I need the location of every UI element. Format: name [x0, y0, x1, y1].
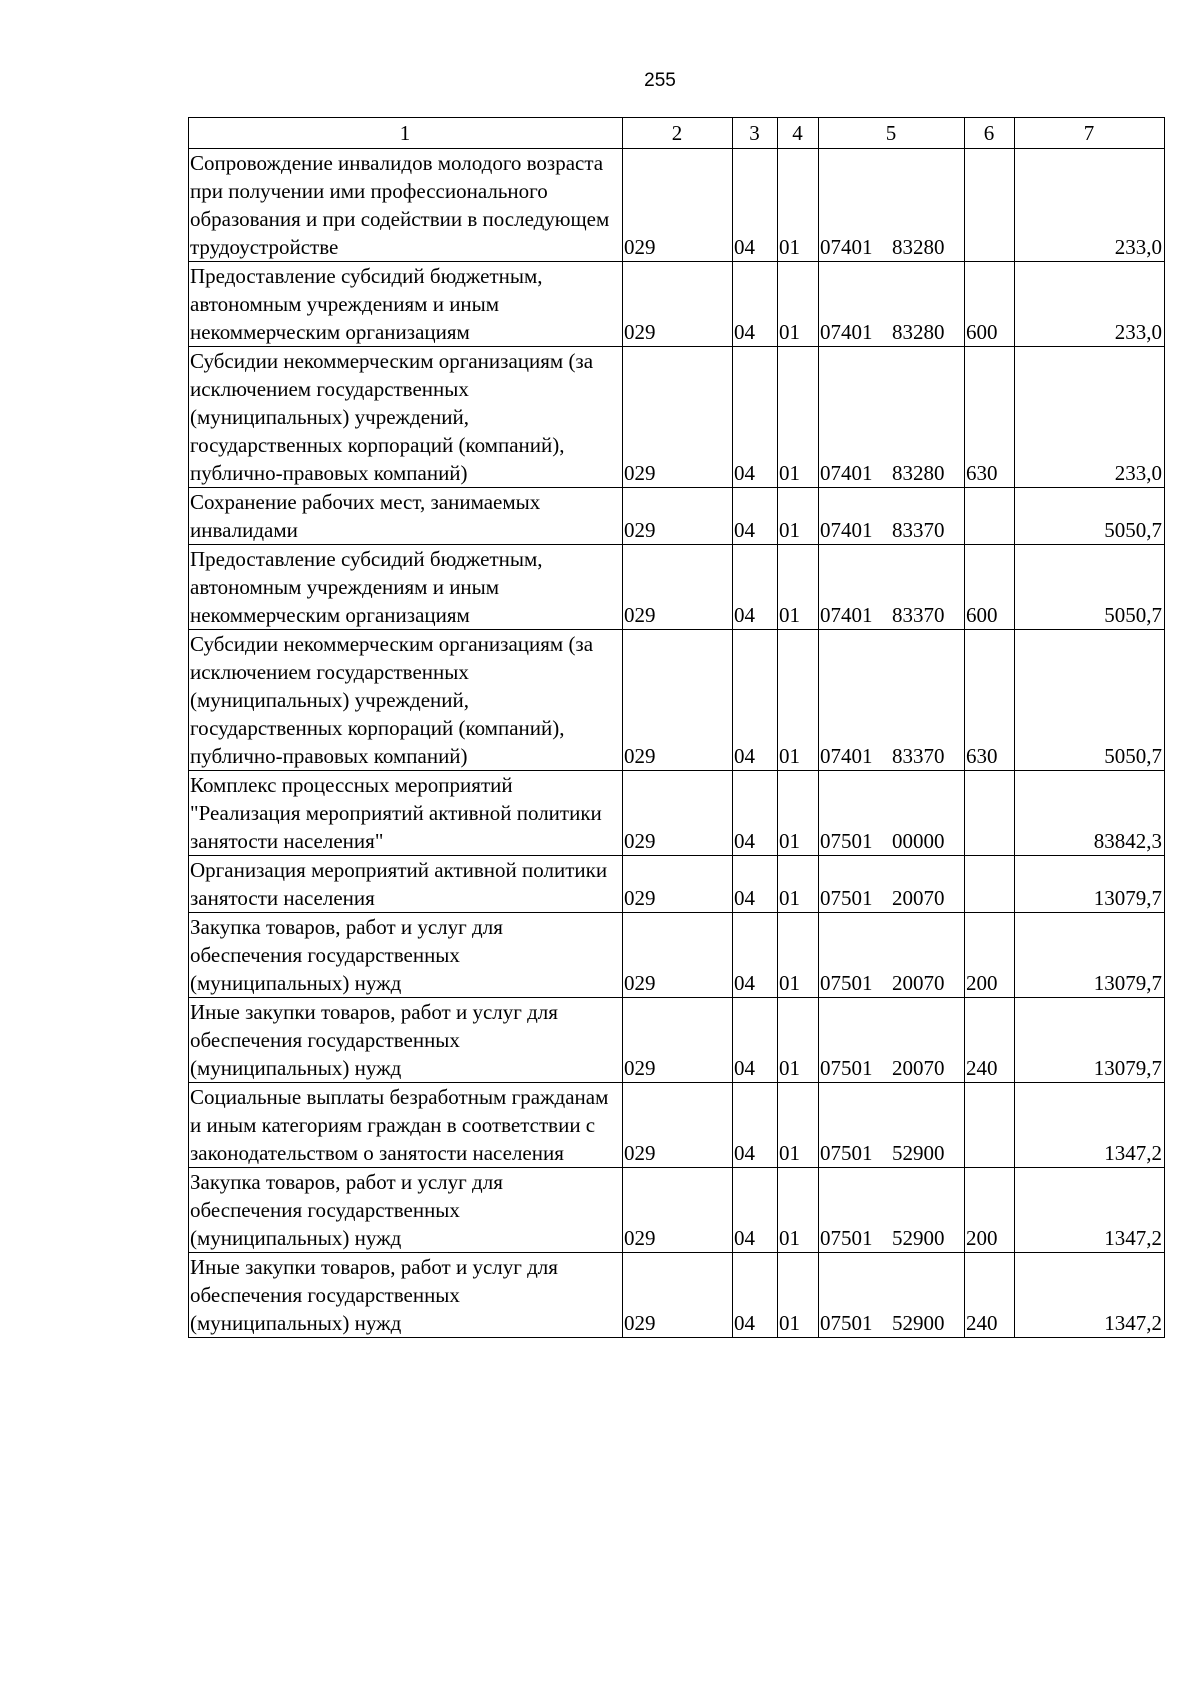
- program-code: 07401: [820, 320, 873, 344]
- admin-code-cell: 029: [623, 630, 733, 771]
- expense-type-cell: [965, 771, 1015, 856]
- direction-code: 52900: [892, 1226, 945, 1250]
- subsection-cell: 01: [778, 545, 819, 630]
- admin-code-cell: 029: [623, 1083, 733, 1168]
- section-cell: 04: [733, 771, 778, 856]
- admin-code-cell: 029: [623, 149, 733, 262]
- table-row: [189, 488, 1165, 545]
- row-name-cell: Сохранение рабочих мест, занимаемых инвалидами: [189, 488, 623, 545]
- column-header: 5: [819, 118, 965, 149]
- target-article-cell: [819, 545, 965, 630]
- target-article-cell: [819, 149, 965, 262]
- expense-type-cell: 600: [965, 545, 1015, 630]
- header-row: [189, 118, 1165, 149]
- row-name-cell: Субсидии некоммерческим организациям (за исключением государственных (муниципальных) учреждений, государственных корпораций (компаний), публично-правовых компаний): [189, 630, 623, 771]
- section-cell: 04: [733, 545, 778, 630]
- amount-cell: 13079,7: [1015, 856, 1165, 913]
- program-code: 07401: [820, 744, 873, 768]
- subsection-cell: 01: [778, 1253, 819, 1338]
- admin-code-cell: 029: [623, 347, 733, 488]
- expense-type-cell: [965, 488, 1015, 545]
- direction-code: 83370: [892, 518, 945, 542]
- program-code: 07501: [820, 1141, 873, 1165]
- table-row: [189, 771, 1165, 856]
- column-header: 1: [189, 118, 623, 149]
- table-body: [189, 149, 1165, 1338]
- row-name-cell: Социальные выплаты безработным гражданам и иным категориям граждан в соответствии с законодательством о занятости населения: [189, 1083, 623, 1168]
- amount-cell: 233,0: [1015, 149, 1165, 262]
- table-row: [189, 856, 1165, 913]
- target-article-cell: [819, 630, 965, 771]
- amount-cell: 233,0: [1015, 347, 1165, 488]
- admin-code-cell: 029: [623, 545, 733, 630]
- row-name-cell: Организация мероприятий активной политики занятости населения: [189, 856, 623, 913]
- row-name-cell: Предоставление субсидий бюджетным, автономным учреждениям и иным некоммерческим организациям: [189, 545, 623, 630]
- admin-code-cell: 029: [623, 771, 733, 856]
- admin-code-cell: 029: [623, 913, 733, 998]
- section-cell: 04: [733, 630, 778, 771]
- program-code: 07501: [820, 1226, 873, 1250]
- target-article-cell: [819, 488, 965, 545]
- section-cell: 04: [733, 149, 778, 262]
- budget-table: [188, 117, 1165, 1338]
- program-code: 07501: [820, 829, 873, 853]
- section-cell: 04: [733, 1253, 778, 1338]
- section-cell: 04: [733, 1083, 778, 1168]
- subsection-cell: 01: [778, 149, 819, 262]
- column-header: 7: [1015, 118, 1165, 149]
- expense-type-cell: 630: [965, 347, 1015, 488]
- section-cell: 04: [733, 262, 778, 347]
- subsection-cell: 01: [778, 488, 819, 545]
- amount-cell: 13079,7: [1015, 913, 1165, 998]
- direction-code: 83370: [892, 603, 945, 627]
- direction-code: 83280: [892, 320, 945, 344]
- subsection-cell: 01: [778, 856, 819, 913]
- target-article-cell: [819, 913, 965, 998]
- table-row: [189, 1253, 1165, 1338]
- amount-cell: 5050,7: [1015, 630, 1165, 771]
- expense-type-cell: [965, 856, 1015, 913]
- row-name-cell: Предоставление субсидий бюджетным, автономным учреждениям и иным некоммерческим организациям: [189, 262, 623, 347]
- table-row: [189, 630, 1165, 771]
- row-name-cell: Закупка товаров, работ и услуг для обеспечения государственных (муниципальных) нужд: [189, 913, 623, 998]
- expense-type-cell: 240: [965, 1253, 1015, 1338]
- row-name-cell: Закупка товаров, работ и услуг для обеспечения государственных (муниципальных) нужд: [189, 1168, 623, 1253]
- direction-code: 20070: [892, 886, 945, 910]
- program-code: 07401: [820, 518, 873, 542]
- column-header: 6: [965, 118, 1015, 149]
- direction-code: 83280: [892, 461, 945, 485]
- target-article-cell: [819, 1168, 965, 1253]
- expense-type-cell: 200: [965, 913, 1015, 998]
- admin-code-cell: 029: [623, 856, 733, 913]
- row-name-cell: Иные закупки товаров, работ и услуг для обеспечения государственных (муниципальных) нужд: [189, 998, 623, 1083]
- amount-cell: 83842,3: [1015, 771, 1165, 856]
- direction-code: 52900: [892, 1141, 945, 1165]
- target-article-cell: [819, 771, 965, 856]
- admin-code-cell: 029: [623, 1168, 733, 1253]
- row-name-cell: Иные закупки товаров, работ и услуг для обеспечения государственных (муниципальных) нужд: [189, 1253, 623, 1338]
- target-article-cell: [819, 262, 965, 347]
- program-code: 07401: [820, 461, 873, 485]
- table-row: [189, 998, 1165, 1083]
- expense-type-cell: [965, 149, 1015, 262]
- program-code: 07501: [820, 1311, 873, 1335]
- admin-code-cell: 029: [623, 262, 733, 347]
- direction-code: 52900: [892, 1311, 945, 1335]
- table-row: [189, 347, 1165, 488]
- target-article-cell: [819, 1083, 965, 1168]
- column-header: 4: [778, 118, 819, 149]
- column-header: 2: [623, 118, 733, 149]
- target-article-cell: [819, 347, 965, 488]
- subsection-cell: 01: [778, 1083, 819, 1168]
- section-cell: 04: [733, 1168, 778, 1253]
- amount-cell: 233,0: [1015, 262, 1165, 347]
- program-code: 07401: [820, 235, 873, 259]
- expense-type-cell: 240: [965, 998, 1015, 1083]
- subsection-cell: 01: [778, 1168, 819, 1253]
- page-number: 255: [644, 70, 676, 91]
- amount-cell: 5050,7: [1015, 545, 1165, 630]
- admin-code-cell: 029: [623, 488, 733, 545]
- admin-code-cell: 029: [623, 998, 733, 1083]
- amount-cell: 1347,2: [1015, 1168, 1165, 1253]
- table-row: [189, 913, 1165, 998]
- amount-cell: 1347,2: [1015, 1083, 1165, 1168]
- section-cell: 04: [733, 347, 778, 488]
- table-row: [189, 545, 1165, 630]
- direction-code: 83280: [892, 235, 945, 259]
- subsection-cell: 01: [778, 998, 819, 1083]
- program-code: 07501: [820, 971, 873, 995]
- subsection-cell: 01: [778, 262, 819, 347]
- section-cell: 04: [733, 913, 778, 998]
- direction-code: 00000: [892, 829, 945, 853]
- table-row: [189, 1083, 1165, 1168]
- direction-code: 20070: [892, 1056, 945, 1080]
- subsection-cell: 01: [778, 913, 819, 998]
- row-name-cell: Сопровождение инвалидов молодого возраста при получении ими профессионального образования и при содействии в последующем трудоустройстве: [189, 149, 623, 262]
- table-row: [189, 149, 1165, 262]
- subsection-cell: 01: [778, 630, 819, 771]
- column-header: 3: [733, 118, 778, 149]
- program-code: 07501: [820, 886, 873, 910]
- row-name-cell: Субсидии некоммерческим организациям (за исключением государственных (муниципальных) учреждений, государственных корпораций (компаний), публично-правовых компаний): [189, 347, 623, 488]
- target-article-cell: [819, 856, 965, 913]
- section-cell: 04: [733, 856, 778, 913]
- admin-code-cell: 029: [623, 1253, 733, 1338]
- expense-type-cell: [965, 1083, 1015, 1168]
- amount-cell: 5050,7: [1015, 488, 1165, 545]
- subsection-cell: 01: [778, 771, 819, 856]
- expense-type-cell: 600: [965, 262, 1015, 347]
- direction-code: 20070: [892, 971, 945, 995]
- amount-cell: 13079,7: [1015, 998, 1165, 1083]
- program-code: 07401: [820, 603, 873, 627]
- program-code: 07501: [820, 1056, 873, 1080]
- table-row: [189, 262, 1165, 347]
- subsection-cell: 01: [778, 347, 819, 488]
- amount-cell: 1347,2: [1015, 1253, 1165, 1338]
- row-name-cell: Комплекс процессных мероприятий "Реализация мероприятий активной политики занятости населения": [189, 771, 623, 856]
- section-cell: 04: [733, 488, 778, 545]
- direction-code: 83370: [892, 744, 945, 768]
- target-article-cell: [819, 1253, 965, 1338]
- expense-type-cell: 200: [965, 1168, 1015, 1253]
- section-cell: 04: [733, 998, 778, 1083]
- table-row: [189, 1168, 1165, 1253]
- target-article-cell: [819, 998, 965, 1083]
- expense-type-cell: 630: [965, 630, 1015, 771]
